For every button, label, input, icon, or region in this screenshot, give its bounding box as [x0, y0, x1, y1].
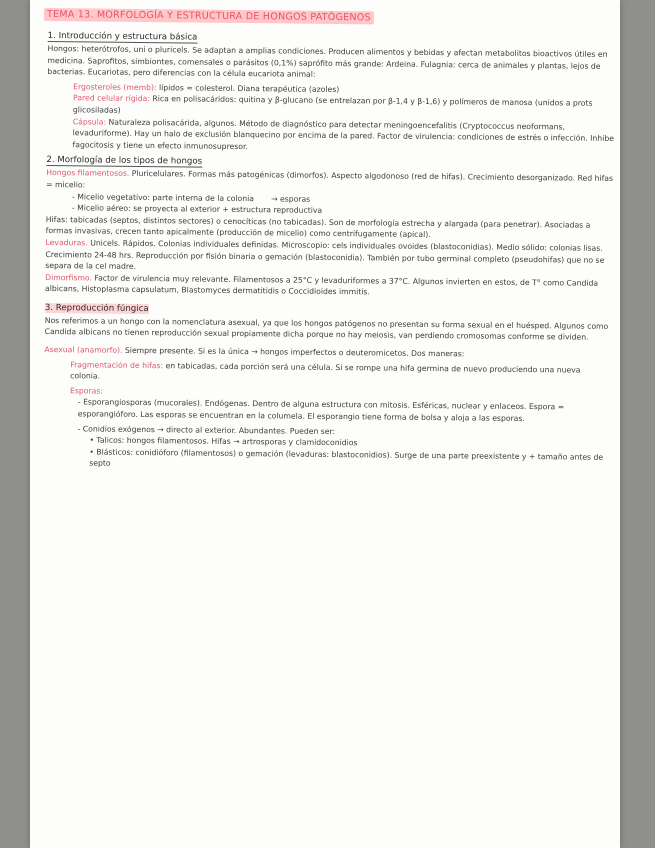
- talicos-item: • Talicos: hongos filamentosos. Hifas → artrosporas y clamidoconidios: [89, 435, 358, 448]
- capsula-item: Cápsula: Naturaleza polisacárida, algunos. Método de diagnóstico para detectar meningoencefalitis (Cryptococcus neoformans, levaduriforme). Hay un halo de exclusión blanquecino por encima de la pared. Factor de virulencia: condiciones de estrés o infección. Inhibe fagocitosis y tiene un efecto inmunosupresor.: [72, 116, 615, 151]
- asexual-item: Asexual (anamorfo). Siempre presente. Si es la única → hongos imperfectos o deuteromicetos. Dos maneras:: [44, 345, 465, 359]
- section-3-intro: Nos referimos a un hongo con la nomenclatura asexual, ya que los hongos patógenos no presentan su forma sexual en el huésped. Algunos como Candida albicans no tienen reproducción sexual propiamente dicha porque no hay meiosis, van perdiendo cromosomas conforme se dividen.: [44, 315, 609, 343]
- notes-content: [43, 8, 616, 475]
- levaduras-item: Levaduras. Unicels. Rápidos. Colonias individuales definidas. Microscopio: cels individuales ovoides (blastoconidias). Medio sólido: colonias lisas. Crecimiento 24-48 hrs. Reproducción por fisión binaria o gemación (blastoconidia). También por tubo germinal completo (pseudohifas) que no se separa de la cel madre.: [45, 237, 605, 272]
- section-2-heading: 2. Morfología de los tipos de hongos: [46, 155, 203, 167]
- section-1-intro: Hongos: heterótrofos, uni o pluricels. Se adaptan a amplias condiciones. Producen alimentos y bebidas y afectan metabolitos bioactivos útiles en medicina. Saprofitos, simbiontes, comensales o parásitos (0,1%) saprófito más grande: Ardeina. Fulagnia: cerca de animales y plantas, lejos de bacterias. Eucariotas, pero diferencias con la célula eucariota animal:: [47, 43, 608, 79]
- section-3-heading: 3. Reproducción fúngica: [44, 302, 149, 314]
- esporas-label: Esporas:: [69, 386, 103, 396]
- notebook-page: [30, 0, 620, 848]
- section-1-heading: 1. Introducción y estructura básica: [47, 30, 198, 43]
- fragmentacion-item: Fragmentación de hifas: en tabicadas, cada porción será una célula. Si se rompe una hifa germina de nuevo produciendo una nueva colonia.: [70, 359, 581, 381]
- pared-celular-item: Pared celular rígida: Rica en polisacáridos: quitina y β-glucano (se entrelazan por β-1,4 y β-1,6) y polímeros de manosa (unidos a prots glicosiladas): [72, 93, 593, 115]
- micelio-vegetativo-item: - Micelio vegetativo: parte interna de la colonia → esporas: [71, 191, 311, 204]
- page-title: TEMA 13. MORFOLOGÍA Y ESTRUCTURA DE HONGOS PATÓGENOS: [44, 8, 374, 24]
- filamentosos-item: Hongos filamentosos. Pluricelulares. Formas más patogénicas (dimorfos). Aspecto algodonoso (red de hifas). Crecimiento desorganizado. Red hifas = micelio:: [46, 168, 614, 190]
- hifas-paragraph: Hifas: tabicadas (septos, distintos sectores) o cenocíticas (no tabicadas). Son de morfología estrecha y alargada (para penetrar). Asociadas a formas invasivas, crecen tanto apicalmente (producción de micelio) como centrífugamente (apical).: [45, 214, 591, 240]
- ergosteroles-item: Ergosteroles (memb): lípidos ≈ colesterol. Diana terapéutica (azoles): [73, 82, 340, 94]
- esporangiosporas-item: - Esporangiosporas (mucorales). Endógenas. Dentro de alguna estructura con mitosis. Esféricas, nuclear y enlaceos. Espora = esporangióforo. Las esporas se encuentran en la columela. El esporangio tiene forma de bolsa y aloja a las esporas.: [77, 397, 565, 424]
- micelio-aereo-item: - Micelio aéreo: se proyecta al exterior + estructura reproductiva: [71, 203, 323, 216]
- conidios-item: - Conidios exógenos → directo al exterior. Abundantes. Pueden ser:: [77, 423, 336, 436]
- dimorfismo-item: Dimorfismo. Factor de virulencia muy relevante. Filamentosos a 25°C y levaduriformes a 37°C. Algunos invierten en estos, de T° como Candida albicans, Histoplasma capsulatum, Blastomyces dermatitidis o Coccidioides immitis.: [45, 272, 599, 297]
- blasticos-item: • Blásticos: conidióforo (filamentosos) o gemación (levaduras: blastoconidios). Surge de una parte preexistente y + tamaño antes de septo: [89, 447, 604, 469]
